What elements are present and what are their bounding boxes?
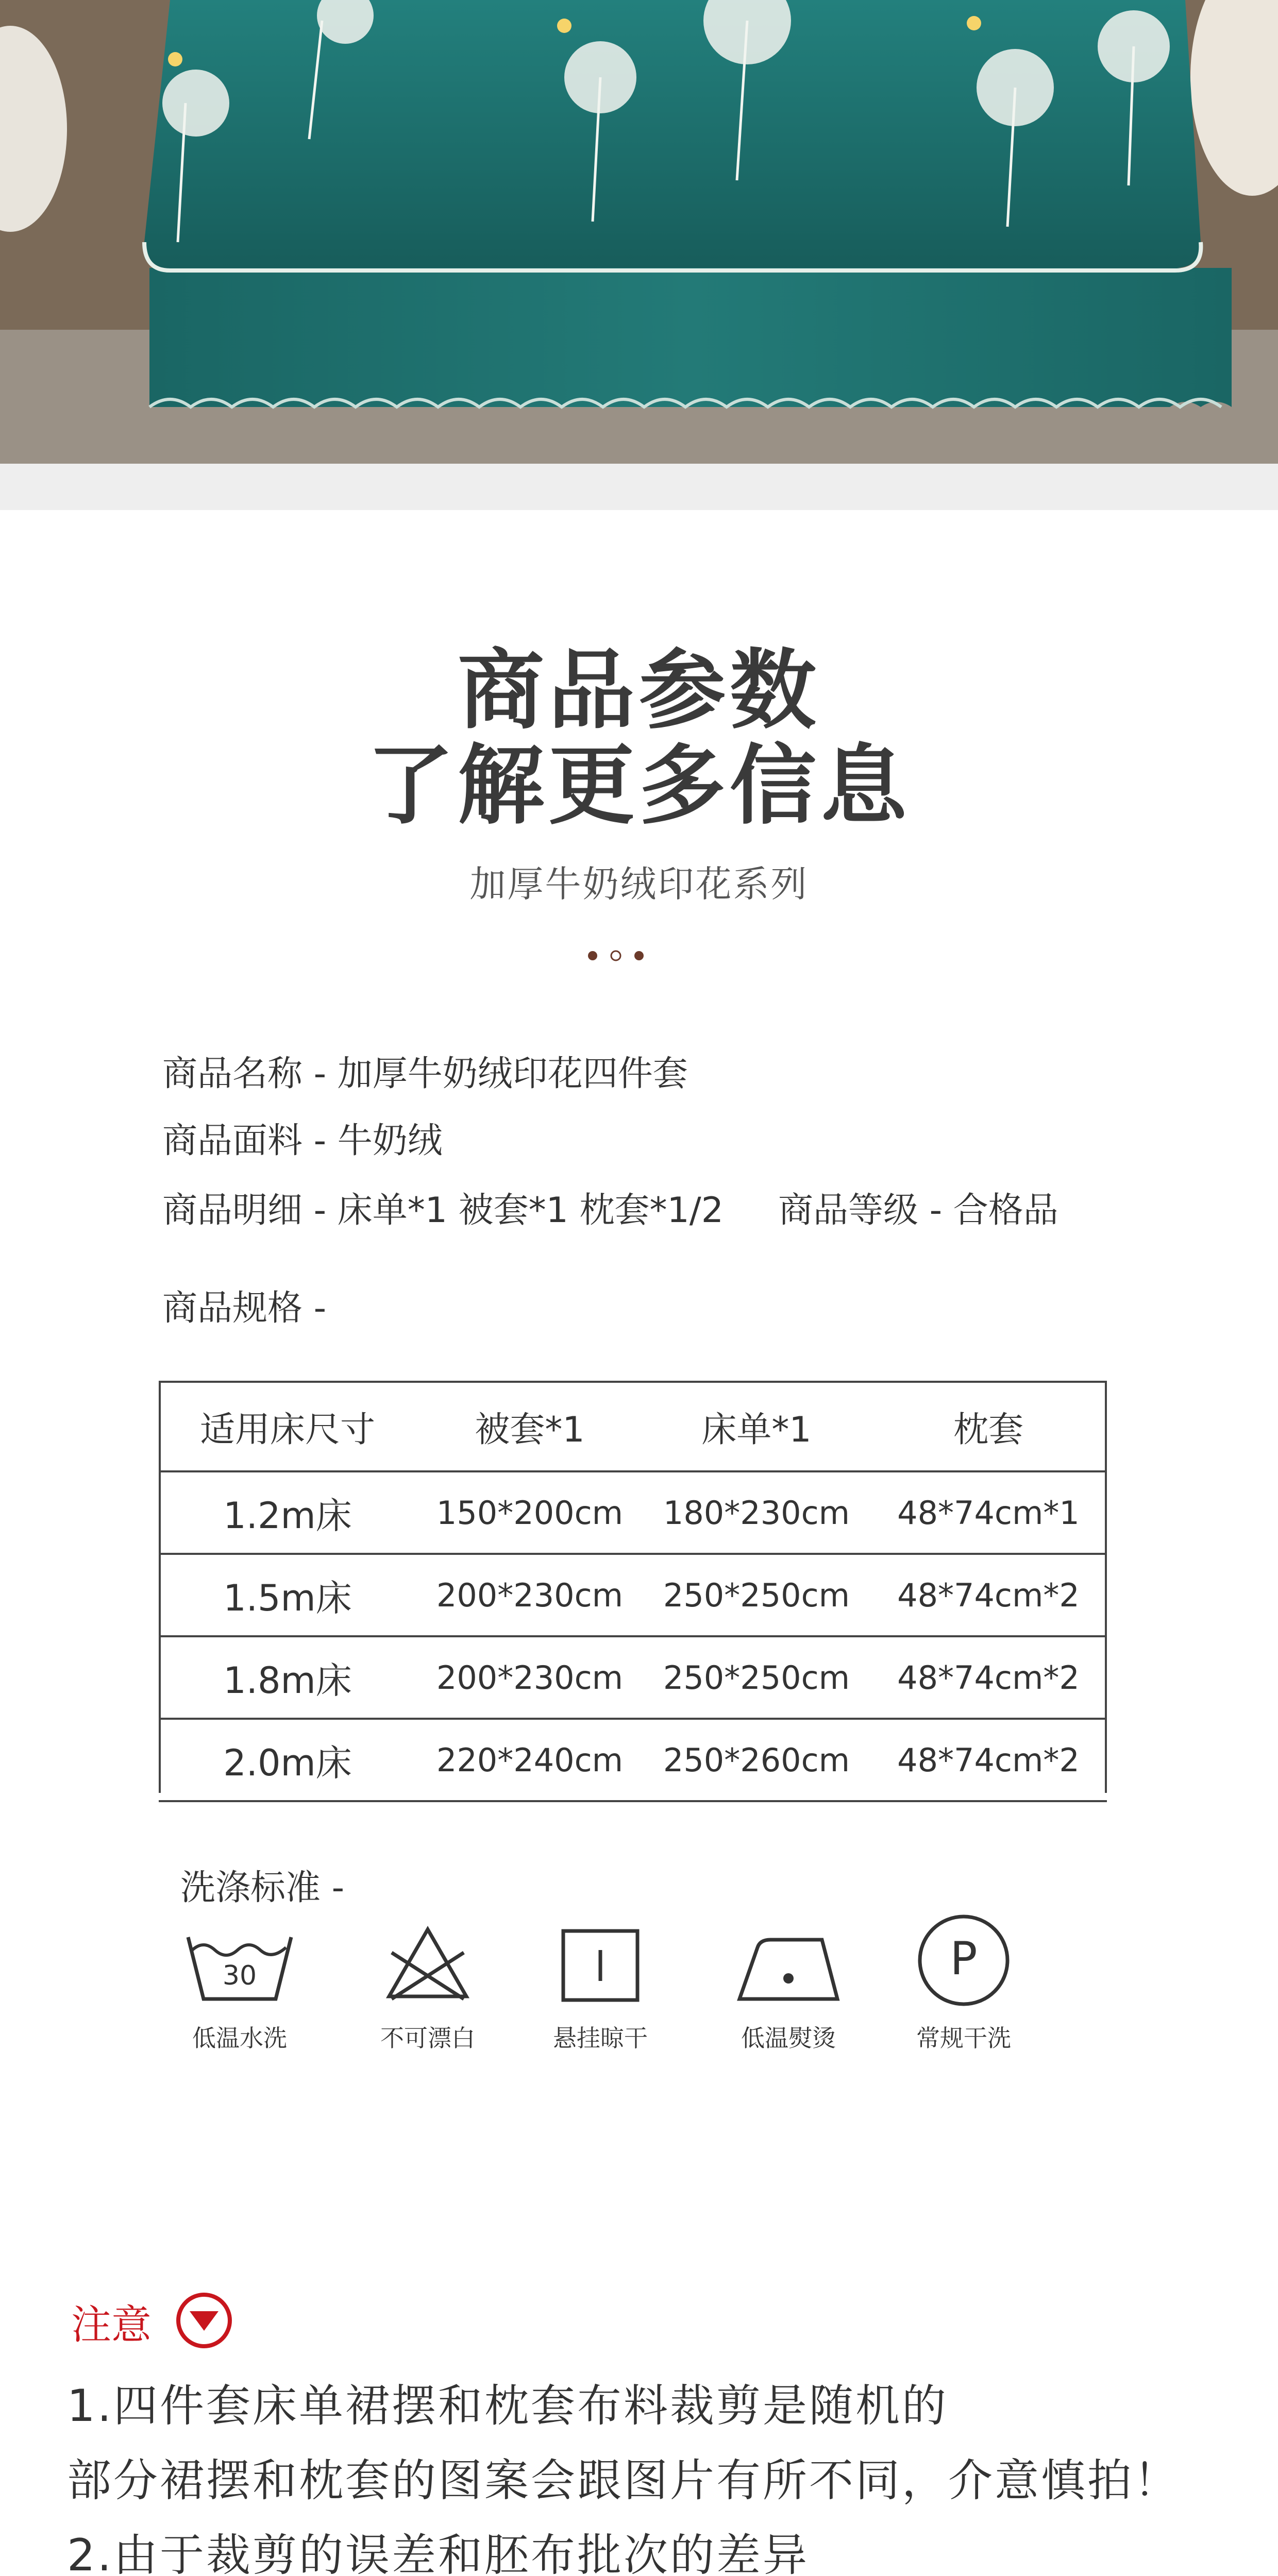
- product-photo: [0, 0, 1278, 464]
- spec-table: [159, 1381, 1107, 1802]
- param-grade: [778, 1182, 1058, 1232]
- wash-label: 悬挂晾干: [553, 2024, 648, 2052]
- table-row: [159, 1719, 1107, 1801]
- no-bleach-icon: [381, 1922, 474, 2004]
- photo-divider: [0, 464, 1278, 510]
- washing-title: 洗涤标准 -: [180, 1868, 345, 1908]
- param-fabric-value: 牛奶绒: [337, 1121, 443, 1161]
- table-cell: 48*74cm*2: [870, 1636, 1107, 1719]
- notice-line-3: 2.由于裁剪的误差和胚布批次的差异: [67, 2530, 810, 2576]
- table-cell: 180*230cm: [643, 1471, 870, 1554]
- param-fabric-label: 商品面料 -: [162, 1121, 338, 1161]
- param-name-label: 商品名称 -: [162, 1054, 338, 1094]
- dots-divider: [582, 948, 696, 963]
- hang-dry-icon: [559, 1927, 642, 2004]
- table-cell: 1.8m床: [159, 1636, 416, 1719]
- table-cell: 2.0m床: [159, 1719, 416, 1801]
- wash-label: 常规干洗: [916, 2024, 1011, 2052]
- wash-label: 不可漂白: [380, 2024, 475, 2052]
- bedding-illustration: [0, 0, 1278, 464]
- table-header-cell: 床单*1: [643, 1382, 870, 1471]
- section-subtitle: 加厚牛奶绒印花系列: [469, 863, 809, 905]
- table-cell: 48*74cm*2: [870, 1554, 1107, 1636]
- table-cell: 1.2m床: [159, 1471, 416, 1554]
- table-row: [159, 1636, 1107, 1719]
- dry-clean-letter: P: [950, 1932, 978, 1985]
- table-row: [159, 1471, 1107, 1554]
- table-cell: 48*74cm*2: [870, 1719, 1107, 1801]
- notice-line-1: 1.四件套床单裙摆和枕套布料裁剪是随机的: [67, 2380, 949, 2432]
- table-cell: 200*230cm: [416, 1636, 643, 1719]
- wash-30-icon: [183, 1927, 296, 2009]
- section-title: 商品参数: [458, 640, 820, 741]
- table-header-cell: 被套*1: [416, 1382, 643, 1471]
- table-header-cell: 枕套: [870, 1382, 1107, 1471]
- param-grade-label: 商品等级 -: [778, 1190, 953, 1231]
- table-header-cell: 适用床尺寸: [159, 1382, 416, 1471]
- chevron-down-circle-icon: [175, 2292, 233, 2349]
- param-fabric: [162, 1113, 443, 1163]
- param-detail-value: 床单*1 被套*1 枕套*1/2: [337, 1190, 724, 1231]
- table-cell: 250*250cm: [643, 1554, 870, 1636]
- param-name: [162, 1046, 688, 1096]
- table-row: [159, 1554, 1107, 1636]
- param-spec-label: 商品规格 -: [162, 1288, 327, 1329]
- table-cell: 250*260cm: [643, 1719, 870, 1801]
- table-cell: 250*250cm: [643, 1636, 870, 1719]
- table-cell: 1.5m床: [159, 1554, 416, 1636]
- table-cell: 48*74cm*1: [870, 1471, 1107, 1554]
- table-cell: 150*200cm: [416, 1471, 643, 1554]
- param-grade-value: 合格品: [953, 1190, 1058, 1231]
- table-cell: 220*240cm: [416, 1719, 643, 1801]
- param-name-value: 加厚牛奶绒印花四件套: [337, 1054, 688, 1094]
- param-detail-label: 商品明细 -: [162, 1190, 338, 1231]
- dry-clean-icon: [915, 1911, 1013, 2009]
- section-title-line2: 了解更多信息: [367, 735, 911, 836]
- table-header-row: [159, 1382, 1107, 1471]
- notice-line-2: 部分裙摆和枕套的图案会跟图片有所不同，介意慎拍！: [67, 2455, 1180, 2506]
- low-iron-icon: [732, 1932, 845, 2004]
- wash-label: 低温水洗: [192, 2024, 287, 2052]
- param-detail: [162, 1182, 724, 1232]
- table-cell: 200*230cm: [416, 1554, 643, 1636]
- wash-label: 低温熨烫: [741, 2024, 836, 2052]
- notice-title: 注意: [71, 2302, 152, 2348]
- wash-temp-text: 30: [222, 1960, 257, 1991]
